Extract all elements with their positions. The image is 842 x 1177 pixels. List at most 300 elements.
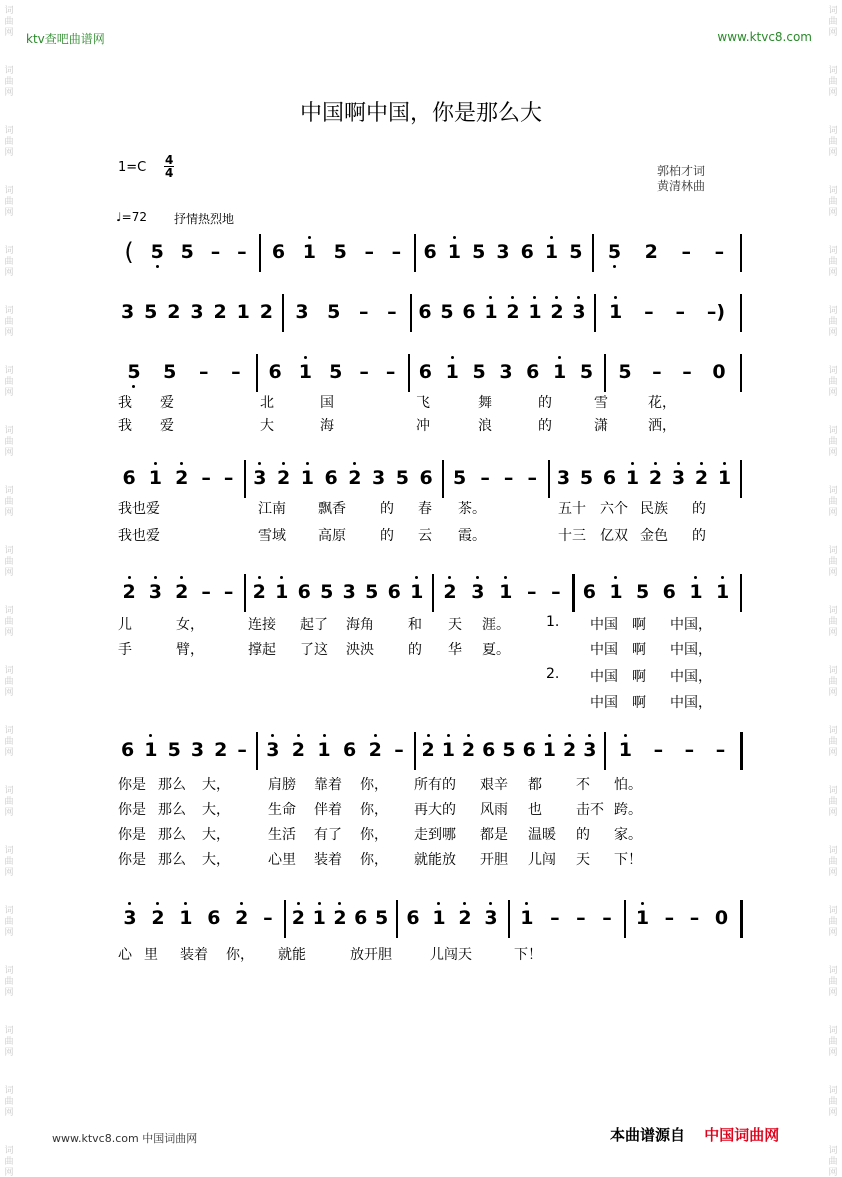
measure [552,458,736,498]
note: 2 [277,467,291,489]
watermark-glyph: 词 曲 网 [828,426,838,458]
composer-credit: 黄清林曲 [657,179,706,193]
note: 5 [150,241,164,263]
watermark-glyph: 词 曲 网 [828,966,838,998]
lyric-word: 洒， [648,418,676,434]
note: 6 [122,467,136,489]
lyric-word: 啊 [632,617,646,633]
watermark-glyph: 词 曲 网 [828,606,838,638]
note: – [263,907,273,929]
note: – [576,907,586,929]
lyric-word: 中国 [590,695,618,711]
lyric-word: 起了 [300,617,328,633]
measure [628,898,736,938]
note: – [503,467,514,489]
lyric-word: 那么 [158,852,186,868]
lyric-word: 生命 [268,802,296,818]
note: 2 [333,907,347,929]
note: 6 [343,739,357,761]
note: – [223,581,234,603]
lyric-word: 江南 [258,501,286,517]
note: 3 [671,467,686,489]
lyric-word: 高原 [318,528,346,544]
watermark-glyph: 词 曲 网 [828,1086,838,1118]
note: 5 [144,301,158,323]
lyric-word: 的 [380,528,394,544]
watermark-glyph: 词 曲 网 [4,66,14,98]
lyric-word: 北 [260,395,274,411]
footer-source-name[interactable]: 中国词曲网 [704,1126,780,1144]
lyric-word: 六个 [600,501,628,517]
lyric-word: 啊 [632,695,646,711]
watermark-glyph: 词 曲 网 [828,246,838,278]
bar-line [410,294,412,332]
lyric-word: 你， [360,802,388,818]
watermark-glyph: 词 曲 网 [828,786,838,818]
note: 1 [236,301,250,323]
time-signature-top: 4 [165,153,174,167]
lyric-word: 飘香 [318,501,346,517]
lyric-word: 金色 [640,528,668,544]
watermark-glyph: 词 曲 网 [4,726,14,758]
watermark-glyph: 词 曲 网 [4,6,14,38]
bar-line [259,234,261,272]
note: 1 [410,581,424,603]
lyric-word: 爱 [160,395,174,411]
lyric-word: 你， [360,827,388,843]
lyric-word: 大， [202,827,230,843]
lyric-word: 那么 [158,802,186,818]
note: 1 [520,907,534,929]
header-site-right[interactable]: www.ktvc8.com [717,30,812,44]
note: 3 [190,739,205,761]
note: 5 [453,467,467,489]
time-signature-bottom: 4 [165,166,174,180]
lyric-word: 都是 [480,827,508,843]
note: 3 [556,467,571,489]
note: 2 [506,301,520,323]
measure [446,458,544,498]
note: – [527,581,537,603]
watermark-glyph: 词 曲 网 [4,606,14,638]
watermark-glyph: 词 曲 网 [828,186,838,218]
measure [116,292,278,332]
note: 2 [259,301,274,323]
lyric-word: 就能放 [414,852,456,868]
note: 5 [167,739,181,761]
watermark-glyph: 词 曲 网 [4,906,14,938]
note: 2 [694,467,709,489]
watermark-glyph: 词 曲 网 [828,126,838,158]
note: – [223,467,234,489]
measure [116,730,252,770]
note: 6 [268,361,282,383]
note: 2 [291,907,306,929]
note: 5 [327,301,341,323]
expression-marking: 抒情热烈地 [174,212,235,226]
lyric-word: 了这 [300,642,328,658]
note: 1 [441,739,455,761]
footer-source-prefix: 本曲谱源自 [610,1126,686,1144]
bar-line [740,294,742,332]
lyric-word: 手 [118,642,132,658]
bar-line [244,574,246,612]
lyricist-credit: 郭柏才词 [657,164,706,178]
watermark-glyph: 词 曲 网 [4,966,14,998]
watermark-glyph: 词 曲 网 [4,1086,14,1118]
watermark-glyph: 词 曲 网 [828,366,838,398]
note: 5 [440,301,454,323]
note: 6 [522,739,536,761]
note: 6 [297,581,311,603]
note: 2 [458,907,472,929]
lyric-word: 中国， [670,642,712,658]
note: 6 [207,907,221,929]
note: 6 [662,581,676,603]
lyric-word: 开胆 [480,852,508,868]
lyric-word: 十三 [558,528,586,544]
lyric-word: 大， [202,852,230,868]
note: 3 [148,581,163,603]
note: 0 [714,907,729,929]
lyric-word: 那么 [158,777,186,793]
lyric-word: 雪 [594,395,608,411]
note: – [385,361,396,383]
footer-site-name: 中国词曲网 [142,1132,198,1145]
note: 2 [291,739,306,761]
bar-line [740,574,742,612]
note: 2 [235,907,249,929]
bar-line [256,354,258,392]
note: – [550,907,560,929]
lyric-word: 放开胆 [350,947,392,963]
lyric-word: 所有的 [414,777,456,793]
bar-line [592,234,594,272]
measure [116,898,280,938]
lyric-word: 泱泱 [346,642,374,658]
measure [260,730,410,770]
lyric-word: 的 [692,528,706,544]
measure [116,232,255,272]
lyric-word: 你， [226,947,254,963]
note: 1 [499,581,513,603]
note: 5 [365,581,379,603]
note: 1 [275,581,289,603]
lyric-word: 中国， [670,695,712,711]
note: – [682,361,692,383]
note: – [715,739,726,761]
score-row [104,232,744,278]
lyric-word: 温暖 [528,827,556,843]
note: 6 [387,581,401,603]
lyric-word: 我 [118,418,132,434]
watermark-glyph: 词 曲 网 [828,66,838,98]
bar-line [604,732,606,770]
note: 5 [472,241,486,263]
note: 6 [462,301,476,323]
note: 2 [421,739,435,761]
measure [512,898,620,938]
watermark-glyph: 词 曲 网 [828,666,838,698]
note: 2 [443,581,457,603]
note: – [394,739,404,761]
lyric-word: 臂， [176,642,204,658]
measure [116,458,240,498]
note: 1 [445,361,459,383]
lyric-word: 艰辛 [480,777,508,793]
lyric-word: 中国， [670,617,712,633]
lyric-word: 也 [528,802,542,818]
watermark-glyph: 词 曲 网 [4,786,14,818]
lyric-word: 花， [648,395,676,411]
lyric-word: 啊 [632,642,646,658]
bar-line [740,354,742,392]
measure [248,458,438,498]
lyric-word: 我也爱 [118,528,160,544]
lyric-word: 下！ [514,947,542,963]
lyric-word: 云 [418,528,432,544]
note: 5 [329,361,343,383]
note: 6 [121,739,135,761]
lyric-word: 你是 [118,777,146,793]
lyric-word: 怕。 [614,777,642,793]
lyric-word: 春 [418,501,432,517]
score-row [104,898,744,944]
bar-line [740,234,742,272]
note: – [391,241,402,263]
watermark-glyph: 词 曲 网 [828,546,838,578]
lyric-word: 大， [202,777,230,793]
note: 2 [348,467,362,489]
note: 1 [609,581,623,603]
note: 3 [123,907,137,929]
measure [608,352,736,392]
note: 1 [717,467,732,489]
note: 1 [312,907,326,929]
note: – [210,241,221,263]
note: – [664,907,675,929]
lyric-word: 五十 [558,501,586,517]
measure [248,572,428,612]
note: 5 [163,361,177,383]
footer-source [610,1124,779,1145]
watermark-glyph: 词 曲 网 [4,426,14,458]
watermark-glyph: 词 曲 网 [4,1026,14,1058]
lyric-word: 亿双 [600,528,628,544]
lyric-word: 你， [360,852,388,868]
lyric-word: 的 [576,827,590,843]
lyric-word: 靠着 [314,777,342,793]
lyric-word: 不 [576,777,590,793]
note: 5 [395,467,409,489]
watermark-glyph: 词 曲 网 [828,1026,838,1058]
bar-line [256,732,258,770]
score-row [104,292,744,338]
lyric-word: 夏。 [482,642,510,658]
left-watermark-column [2,0,16,1177]
tempo-marking: ♩=72 [116,210,147,224]
lyric-word: 你， [360,777,388,793]
watermark-glyph: 词 曲 网 [828,6,838,38]
lyric-word: 你是 [118,827,146,843]
measure [414,292,590,332]
note: 1 [625,467,640,489]
note: – [237,739,247,761]
watermark-glyph: 词 曲 网 [828,906,838,938]
measure [436,572,568,612]
lyric-word: 大 [260,418,274,434]
lyric-word: 中国 [590,642,618,658]
bar-line [604,354,606,392]
lyric-word: 你是 [118,852,146,868]
lyric-word: 有了 [314,827,342,843]
note: – [527,467,537,489]
footer-url-text[interactable]: www.ktvc8.com [52,1132,139,1145]
lyric-word: 撑起 [248,642,276,658]
lyric-word: 中国， [670,669,712,685]
note: – [387,301,397,323]
measure [400,898,504,938]
note: 6 [419,467,433,489]
note: 3 [484,907,498,929]
lyric-word: 的 [538,418,552,434]
note: 1 [608,301,623,323]
lyric-word: 儿闯 [528,852,556,868]
note: 5 [607,241,622,263]
measure [288,898,392,938]
bar-line [244,460,246,498]
note: 2 [368,739,382,761]
lyric-word: 霞。 [458,528,486,544]
lyric-word: 海 [320,418,334,434]
lyric-word: 大， [202,802,230,818]
note: 1 [553,361,567,383]
note: 5 [618,361,632,383]
note: – [689,907,700,929]
note: 3 [190,301,204,323]
watermark-glyph: 词 曲 网 [828,1146,838,1177]
note: 1 [544,241,559,263]
note: 1 [298,361,313,383]
bar-line [432,574,434,612]
note: 3 [253,467,267,489]
note: 3 [372,467,386,489]
note: – [231,361,241,383]
lyric-word: 就能 [278,947,306,963]
note: 5 [636,581,650,603]
watermark-glyph: 词 曲 网 [828,726,838,758]
lyric-word: 潇 [594,418,608,434]
lyric-word: 爱 [160,418,174,434]
lyric-word: 击不 [576,802,604,818]
key-signature: 1=C [118,160,147,175]
note: 0 [712,361,726,383]
bar-line [624,900,626,938]
note: 2 [252,581,266,603]
lyric-word: 的 [380,501,394,517]
lyric-word: 那么 [158,827,186,843]
note: 1 [635,907,650,929]
note: – [201,467,211,489]
note: 2 [151,907,165,929]
lyric-word: 家。 [614,827,642,843]
note: 5 [180,241,194,263]
note: 5 [320,581,334,603]
lyric-word: 走到哪 [414,827,456,843]
note: – [684,739,695,761]
note: 5 [127,361,141,383]
footer-url[interactable] [52,1130,197,1146]
note: 6 [406,907,420,929]
bar-line [740,732,743,770]
bar-line [442,460,444,498]
lyric-word: 的 [408,642,422,658]
lyric-word: 再大的 [414,802,456,818]
note: – [681,241,692,263]
note: – [480,467,490,489]
watermark-glyph: 词 曲 网 [4,126,14,158]
right-watermark-column [826,0,840,1177]
note: 6 [354,907,368,929]
measure [598,292,736,332]
lyric-word: 1. [546,614,560,630]
lyric-word: 女， [176,617,204,633]
lyric-word: 的 [538,395,552,411]
lyric-word: 我 [118,395,132,411]
lyric-word: 你是 [118,802,146,818]
lyric-word: 肩膀 [268,777,296,793]
watermark-glyph: 词 曲 网 [4,306,14,338]
watermark-glyph: 词 曲 网 [4,366,14,398]
note: 1 [528,301,542,323]
bar-line [408,354,410,392]
bar-line [740,900,743,938]
lyric-word: 涯。 [482,617,510,633]
note: 1 [484,301,498,323]
lyric-word: 装着 [180,947,208,963]
lyric-word: 伴着 [314,802,342,818]
note: 2 [461,739,476,761]
lyric-word: 国 [320,395,334,411]
lyric-word: 天 [576,852,590,868]
note: – [652,361,662,383]
lyric-word: 天 [448,617,462,633]
lyric-word: 儿 [118,617,132,633]
lyric-word: 中国 [590,669,618,685]
note: 1 [618,739,633,761]
bar-line [594,294,596,332]
note: – [201,581,211,603]
lyric-word: 跨。 [614,802,642,818]
bar-line [508,900,510,938]
note: – [359,301,369,323]
measure [608,730,736,770]
note: 5 [333,241,347,263]
note: – [644,301,654,323]
lyric-word: 和 [408,617,422,633]
bar-line [396,900,398,938]
note: – [675,301,685,323]
header-site-left[interactable]: ktv查吧曲谱网 [26,32,105,46]
measure [116,572,240,612]
note: 1 [689,581,703,603]
bar-line [282,294,284,332]
bar-line [414,732,416,770]
note: 1 [302,241,316,263]
measure [412,352,600,392]
lyric-word: 中国 [590,617,618,633]
measure [286,292,406,332]
